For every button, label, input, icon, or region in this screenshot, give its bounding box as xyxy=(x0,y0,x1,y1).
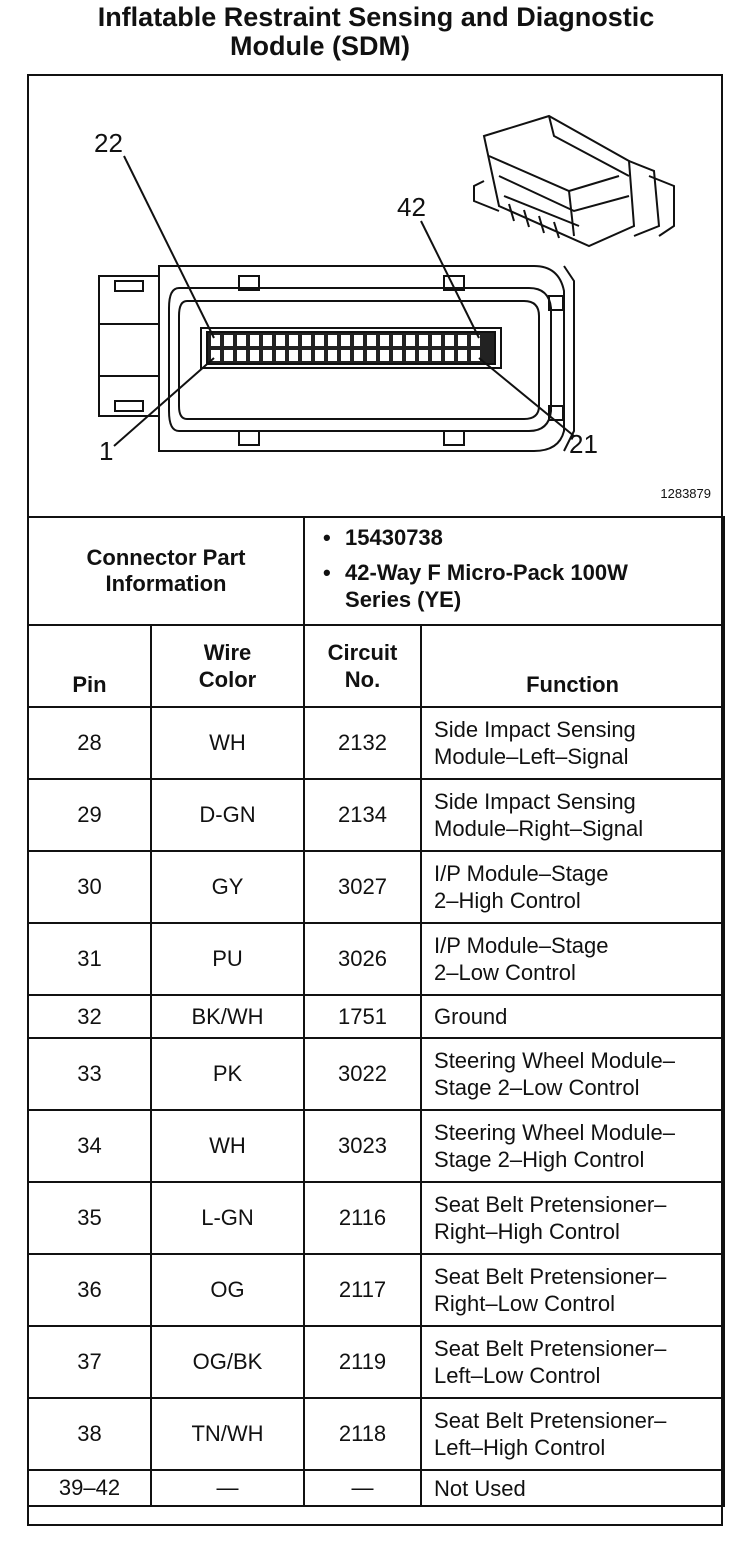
pin-cell: 34 xyxy=(28,1110,151,1182)
wire-color-cell: — xyxy=(151,1470,304,1506)
function-cell xyxy=(421,1398,724,1470)
connector-drawing xyxy=(29,76,721,516)
title-line-1: Inflatable Restraint Sensing and Diagnostic xyxy=(97,2,655,32)
circuit-cell: 2117 xyxy=(304,1254,421,1326)
function-line-2: 2–High Control xyxy=(434,888,581,913)
title-line-2: Module (SDM) xyxy=(230,31,410,61)
function-line-1: I/P Module–Stage xyxy=(434,933,609,958)
table-row xyxy=(28,1254,724,1326)
function-cell xyxy=(421,1110,724,1182)
function-line-1: I/P Module–Stage xyxy=(434,861,609,886)
function-line-1: Seat Belt Pretensioner– xyxy=(434,1408,667,1433)
pin-cell: 37 xyxy=(28,1326,151,1398)
header-function: Function xyxy=(421,625,724,707)
wire-color-cell: D-GN xyxy=(151,779,304,851)
function-cell xyxy=(421,779,724,851)
function-line-2: Left–High Control xyxy=(434,1435,606,1460)
table-header-row xyxy=(28,625,724,707)
connector-label-line-1: Connector Part xyxy=(86,545,246,570)
function-cell xyxy=(421,851,724,923)
function-line-2: Left–Low Control xyxy=(434,1363,601,1388)
function-line-2: Module–Right–Signal xyxy=(434,816,644,841)
table-row xyxy=(28,1326,724,1398)
wire-color-cell: GY xyxy=(151,851,304,923)
table-row xyxy=(28,707,724,779)
circuit-cell: 2118 xyxy=(304,1398,421,1470)
pin-cell: 29 xyxy=(28,779,151,851)
table-row xyxy=(28,1182,724,1254)
table-row xyxy=(28,1110,724,1182)
wire-color-cell: TN/WH xyxy=(151,1398,304,1470)
header-circuit-line-1: Circuit xyxy=(327,640,398,665)
function-cell xyxy=(421,707,724,779)
circuit-cell: — xyxy=(304,1470,421,1506)
circuit-cell: 2116 xyxy=(304,1182,421,1254)
function-line-2: 2–Low Control xyxy=(434,960,576,985)
wire-color-cell: OG/BK xyxy=(151,1326,304,1398)
figure-number: 1283879 xyxy=(660,486,711,501)
function-line-2: Stage 2–High Control xyxy=(434,1147,645,1172)
circuit-cell: 2132 xyxy=(304,707,421,779)
function-line-1: Seat Belt Pretensioner– xyxy=(434,1264,667,1289)
pin-cell: 35 xyxy=(28,1182,151,1254)
pin-cell: 31 xyxy=(28,923,151,995)
table-row xyxy=(28,1398,724,1470)
wire-color-cell: PU xyxy=(151,923,304,995)
circuit-cell: 2134 xyxy=(304,779,421,851)
table-row xyxy=(28,851,724,923)
wire-color-cell: OG xyxy=(151,1254,304,1326)
function-line-2: Right–Low Control xyxy=(434,1291,615,1316)
header-wire-color-line-2: Color xyxy=(198,667,257,692)
wire-color-cell: BK/WH xyxy=(151,995,304,1038)
function-line-1: Side Impact Sensing xyxy=(434,789,636,814)
function-cell xyxy=(421,1038,724,1110)
circuit-cell: 3027 xyxy=(304,851,421,923)
table-row xyxy=(28,1470,724,1506)
wire-color-cell: WH xyxy=(151,1110,304,1182)
table-row xyxy=(28,923,724,995)
callout-pin-1: 1 xyxy=(99,436,114,466)
connector-perspective-icon xyxy=(474,116,674,246)
connector-part-info xyxy=(304,517,724,625)
callout-pin-42: 42 xyxy=(397,192,426,222)
function-line-1: Steering Wheel Module– xyxy=(434,1120,675,1145)
function-cell xyxy=(421,1326,724,1398)
function-line-1: Seat Belt Pretensioner– xyxy=(434,1192,667,1217)
table-row xyxy=(28,1038,724,1110)
pin-cell: 33 xyxy=(28,1038,151,1110)
function-line-1: Steering Wheel Module– xyxy=(434,1048,675,1073)
pin-cell: 39–42 xyxy=(28,1470,151,1506)
circuit-cell: 1751 xyxy=(304,995,421,1038)
pin-cell: 36 xyxy=(28,1254,151,1326)
header-circuit-line-2: No. xyxy=(344,667,381,692)
circuit-cell: 3026 xyxy=(304,923,421,995)
pin-cell: 28 xyxy=(28,707,151,779)
connector-label-line-2: Information xyxy=(105,571,227,596)
pin-cell: 30 xyxy=(28,851,151,923)
function-cell xyxy=(421,1254,724,1326)
function-line-2: Module–Left–Signal xyxy=(434,744,629,769)
header-pin: Pin xyxy=(28,625,151,707)
connector-part-label xyxy=(28,517,304,625)
table-row xyxy=(28,995,724,1038)
connector-frame xyxy=(27,74,723,1526)
connector-description-line-1: 42-Way F Micro-Pack 100W xyxy=(345,559,628,585)
connector-description-line-2: Series (YE) xyxy=(345,586,462,612)
connector-part-number: • 15430738 xyxy=(345,524,713,551)
callout-pin-22: 22 xyxy=(94,128,123,158)
function-cell xyxy=(421,1182,724,1254)
connector-description xyxy=(345,559,713,613)
function-line-2: Right–High Control xyxy=(434,1219,620,1244)
pin-cell: 38 xyxy=(28,1398,151,1470)
circuit-cell: 2119 xyxy=(304,1326,421,1398)
circuit-cell: 3022 xyxy=(304,1038,421,1110)
connector-info-row xyxy=(28,517,724,625)
header-circuit-no xyxy=(304,625,421,707)
function-cell xyxy=(421,923,724,995)
header-wire-color-line-1: Wire xyxy=(203,640,252,665)
callout-pin-21: 21 xyxy=(569,429,598,459)
function-cell: Ground xyxy=(421,995,724,1038)
table-row xyxy=(28,779,724,851)
pinout-table xyxy=(27,516,725,1507)
circuit-cell: 3023 xyxy=(304,1110,421,1182)
wire-color-cell: L-GN xyxy=(151,1182,304,1254)
function-line-2: Stage 2–Low Control xyxy=(434,1075,640,1100)
header-wire-color xyxy=(151,625,304,707)
function-line-1: Side Impact Sensing xyxy=(434,717,636,742)
wire-color-cell: WH xyxy=(151,707,304,779)
connector-diagram xyxy=(29,76,721,516)
pin-cell: 32 xyxy=(28,995,151,1038)
function-cell: Not Used xyxy=(421,1470,724,1506)
function-line-1: Seat Belt Pretensioner– xyxy=(434,1336,667,1361)
wire-color-cell: PK xyxy=(151,1038,304,1110)
